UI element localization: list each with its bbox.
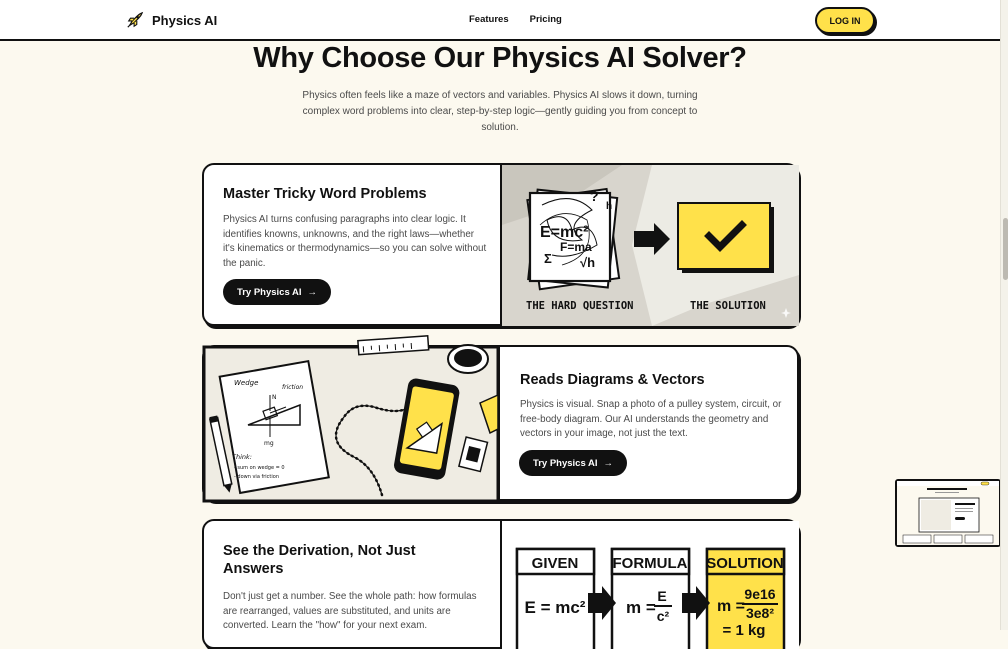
note-normal: N (272, 394, 277, 401)
card-divider (498, 347, 500, 499)
card-text (223, 185, 488, 271)
solution-numerator: 9e16 (744, 586, 776, 602)
top-navbar (0, 0, 1000, 41)
derivation-illustration (502, 521, 799, 649)
diagram-illustration (204, 347, 498, 501)
note-think: Think: (232, 453, 252, 461)
caption-hard-question: THE HARD QUESTION (526, 300, 634, 312)
nav-link-pricing[interactable]: Pricing (529, 14, 562, 25)
cta-label: Try Physics AI (236, 286, 302, 298)
formula-denominator: c² (656, 608, 670, 624)
cta-label: Try Physics AI (532, 457, 598, 469)
note-friction: friction (282, 384, 304, 391)
card-title: Reads Diagrams & Vectors (520, 372, 705, 388)
card-title: Master Tricky Word Problems (223, 186, 427, 202)
hard-question-illustration (502, 165, 799, 326)
arrow-right-icon: → (603, 457, 614, 469)
rocket-icon (126, 11, 144, 29)
solution-denominator: 3e8² (745, 605, 775, 621)
formula-lhs: m = (626, 598, 656, 617)
header-solution: SOLUTION (706, 555, 784, 572)
card-body: Physics AI turns confusing paragraphs into clear logic. It identifies knowns, unknowns, and the right laws—whether it's kinematics or thermodynamics—so you can solve without the panic. (223, 214, 487, 269)
try-physics-ai-button[interactable] (223, 279, 331, 305)
arrow-right-icon: → (307, 286, 318, 298)
section-subtitle: Physics often feels like a maze of vectors and variables. Physics AI slows it down, turning complex word problems into clear, step-by-step logic—gently guiding you from concept to solution. (302, 90, 698, 133)
card-text (223, 542, 477, 634)
note-wedge: Wedge (234, 379, 259, 387)
login-button[interactable]: LOG IN (815, 7, 875, 34)
try-physics-ai-button[interactable] (519, 450, 627, 476)
formula-numerator: E (657, 588, 667, 604)
solution-result: = 1 kg (722, 622, 766, 639)
feature-card-diagrams (202, 345, 799, 501)
formula-fma: F=ma (560, 240, 592, 254)
solution-lhs: m = (717, 598, 746, 615)
brand[interactable] (126, 11, 217, 29)
note-mg: mg (264, 440, 274, 447)
given-equation: E = mc² (524, 598, 586, 617)
nav-link-features[interactable]: Features (469, 14, 509, 25)
note-line-2: - down via friction (234, 474, 280, 480)
card-body: Physics is visual. Snap a photo of a pulley system, circuit, or free-body diagram. Our AI understands the geometry and vectors in your image, not just the text. (520, 399, 782, 440)
minimap-thumbnail (897, 481, 999, 545)
note-line-1: - sum on wedge = 0 (234, 465, 285, 471)
page-minimap[interactable] (895, 479, 1001, 547)
scrollbar-thumb[interactable] (1003, 218, 1008, 280)
feature-card-derivation (202, 519, 799, 649)
card-body: Don't just get a number. See the whole path: how formulas are rearranged, values are substituted, and units are converted. Learn the "how" for your next exam. (223, 591, 477, 632)
header-given: GIVEN (531, 555, 579, 572)
brand-name: Physics AI (152, 12, 218, 28)
card-text (520, 371, 782, 442)
svg-text:h: h (606, 201, 613, 212)
header-formula: FORMULA (612, 555, 688, 572)
question-mark: ? (590, 188, 599, 204)
formula-emc2: E=mc² (540, 224, 589, 241)
page-scrollbar[interactable] (1000, 0, 1008, 630)
card-title: See the Derivation, Not Just Answers (223, 543, 416, 577)
feature-card-word-problems (202, 163, 799, 326)
nav-links (469, 14, 562, 25)
formula-sqrt-h: √h (580, 255, 596, 270)
section-title: Why Choose Our Physics AI Solver? (253, 42, 747, 74)
formula-sigma: Σ (544, 251, 552, 266)
caption-solution: THE SOLUTION (690, 300, 766, 312)
